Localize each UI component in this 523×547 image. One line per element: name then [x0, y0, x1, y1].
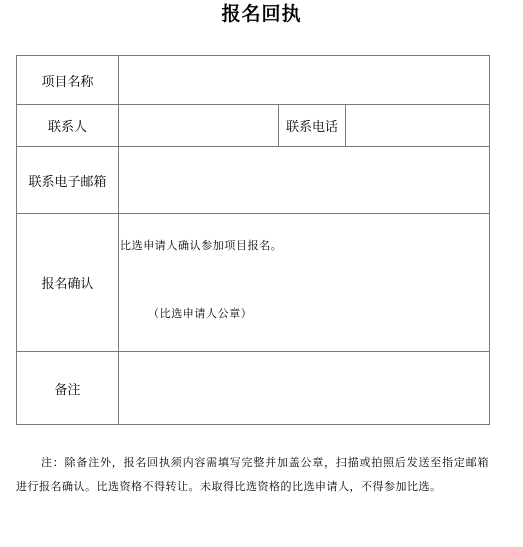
contact-person-field[interactable]: [119, 105, 279, 147]
project-name-label: 项目名称: [17, 56, 119, 105]
contact-person-label: 联系人: [17, 105, 119, 147]
remarks-label: 备注: [17, 352, 119, 425]
registration-form-table: [16, 55, 490, 425]
remarks-field[interactable]: [119, 352, 490, 425]
footnote-text: 注：除备注外，报名回执须内容需填写完整并加盖公章，扫描或拍照后发送至指定邮箱进行报名确认。比选资格不得转让。未取得比选资格的比选申请人，不得参加比选。: [16, 456, 489, 493]
page-title: 报名回执: [221, 3, 302, 25]
contact-phone-field[interactable]: [346, 105, 490, 147]
contact-email-label: 联系电子邮箱: [17, 147, 119, 214]
contact-email-field[interactable]: [119, 147, 490, 214]
registration-confirm-label: 报名确认: [17, 214, 119, 352]
registration-confirm-cell: [119, 214, 490, 352]
contact-phone-label: 联系电话: [279, 105, 346, 147]
project-name-field[interactable]: [119, 56, 490, 105]
applicant-seal-text: （比选申请人公章）: [148, 307, 253, 320]
registration-confirm-text: 比选申请人确认参加项目报名。: [120, 239, 283, 252]
